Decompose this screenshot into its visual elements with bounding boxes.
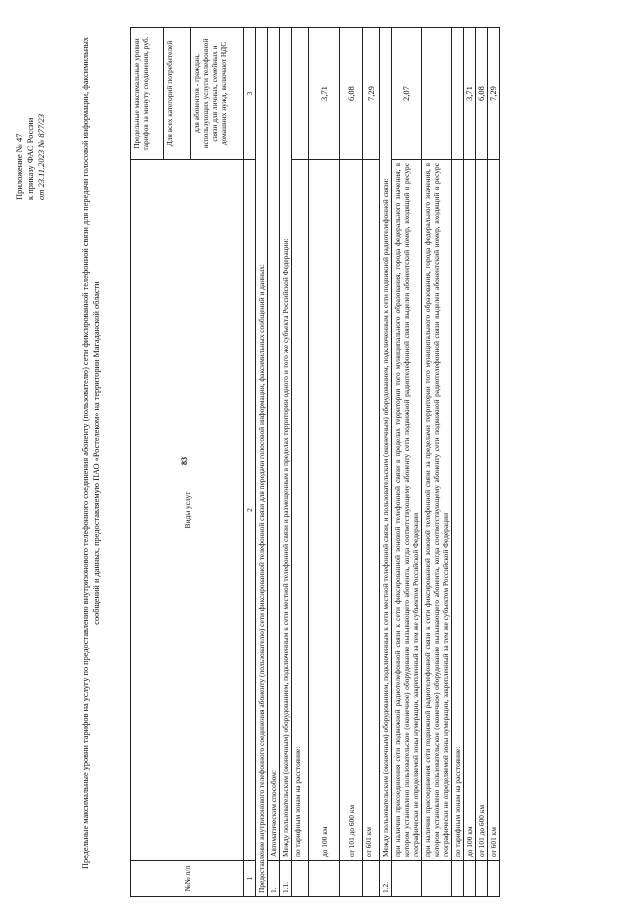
row-number-empty	[363, 861, 380, 897]
header-col-all-consumers: Для всех категорий потребителей	[164, 28, 191, 160]
table-row	[380, 28, 392, 897]
zone-value: 6,08	[340, 28, 363, 160]
tariff-label: по тарифным зонам на расстояние:	[293, 746, 302, 857]
table-row	[340, 28, 363, 897]
zone-value: 6,08	[476, 28, 488, 160]
colnum-2: 2	[244, 160, 256, 861]
zone-label: до 100 км	[464, 160, 476, 861]
row-number-empty	[309, 861, 340, 897]
table-row	[464, 28, 476, 897]
row-number-empty	[476, 861, 488, 897]
section-title: Предоставление внутризонового телефонного соединения абоненту (пользователю) сети фиксированной телефонной связи для передачи голосовой информации, факсимильных сообщений и данных:	[256, 28, 268, 897]
case-text: при наличии присоединения сети подвижной радиотелефонной связи к сети фиксированной зоновой телефонной связи за пределами территории того муниципального образования, города федерального значения, в котором установлено пользовательское (оконечное) оборудование вызывающего абонента, когда соответствующему абоненту сети подвижной радиотелефонной связи выделен абонентский номер, входящий в ресурс географически не определяемой зоны нумерации, закрепленный за тем же субъектом Российской Федерации	[422, 160, 452, 861]
row-number-empty	[488, 861, 500, 897]
zone-value: 3,71	[464, 28, 476, 160]
zone-label: от 601 км	[363, 160, 380, 861]
table-row	[309, 28, 340, 897]
zone-value: 7,29	[488, 28, 500, 160]
tariff-value-empty	[452, 28, 464, 160]
appendix-line3: от 23.11.2023 № 877/23	[36, 113, 46, 200]
appendix-line1: Приложение № 47	[14, 133, 24, 200]
table-header-row	[131, 28, 164, 897]
table-row	[452, 28, 464, 897]
case-text: при наличии присоединения сети подвижной радиотелефонной связи к сети фиксированной зоновой телефонной связи в пределах территории того муниципального образования, города федерального значения, в котором установлено пользовательское (оконечное) оборудование вызывающего абонента, когда соответствующему абоненту сети подвижной радиотелефонной связи выделен абонентский номер, входящий в ресурс географически не определяемой зоны нумерации, закрепленный за тем же субъектом Российской Федерации	[392, 160, 422, 861]
row-number: 1.2.	[380, 861, 392, 897]
document-heading: Предельные максимальные уровни тарифов на услугу по предоставлению внутризонового телефонного соединения абоненту (пользователю) сети фиксированной телефонной связи для передачи голосовой информации, факсимильных сообщений и данных, предоставляемую ПАО «Ростелеком» на территории Магаданской области	[81, 36, 101, 870]
table-row	[268, 28, 280, 897]
colnum-3: 3	[244, 28, 256, 160]
row-text: Между пользовательским (оконечным) оборудованием, подключенным к сети местной телефонной связи и размещенным в пределах территории одного и того же субъекта Российской Федерации:	[280, 28, 292, 861]
header-col-number: №№ п/п	[131, 861, 244, 897]
row-text: Автоматическим способом:	[268, 28, 280, 861]
row-number-empty	[340, 861, 363, 897]
row-number-empty	[392, 861, 422, 897]
tariff-table	[130, 27, 500, 897]
table-row	[422, 28, 452, 897]
appendix-line2: к приказу ФАС России	[25, 117, 35, 200]
case-value-empty	[422, 28, 452, 160]
table-row	[488, 28, 500, 897]
section-row	[256, 28, 268, 897]
row-number-empty	[452, 861, 464, 897]
header-col-services: Виды услуг	[131, 160, 244, 861]
table-row	[280, 28, 292, 897]
zone-value: 3,71	[309, 28, 340, 160]
row-number-empty	[292, 861, 309, 897]
row-text: Между пользовательским (оконечным) оборудованием, подключенным к сети местной телефонной связи, и пользовательским (оконечным) оборудованием, подключенным к сети подвижной радиотелефонной связи:	[380, 28, 392, 861]
tariff-zones-label: по тарифным зонам на расстояние:	[452, 160, 464, 861]
page-number: 83	[180, 457, 189, 465]
tariff-value-empty	[292, 28, 309, 160]
row-number-empty	[422, 861, 452, 897]
table-row	[363, 28, 380, 897]
zone-label: от 101 до 600 км	[476, 160, 488, 861]
row-number-empty	[464, 861, 476, 897]
case-value: 2,07	[392, 28, 422, 160]
zone-label: от 601 км	[488, 160, 500, 861]
zone-label: до 100 км	[309, 160, 340, 861]
column-number-row	[244, 28, 256, 897]
tariff-zones-label	[292, 160, 309, 861]
zone-label: от 101 до 600 км	[340, 160, 363, 861]
header-col-citizens: для абонентов - граждан, использующих услуги телефонной связи для личных, семейных и домашних нужд, включают НДС	[191, 28, 244, 160]
table-row	[392, 28, 422, 897]
zone-value: 7,29	[363, 28, 380, 160]
table-row	[476, 28, 488, 897]
row-number: 1.1.	[280, 861, 292, 897]
header-col-tariff: Предельные максимальные уровни тарифов за минуту соединения, руб.	[131, 28, 164, 160]
appendix-block	[14, 20, 47, 200]
row-number: 1.	[268, 861, 280, 897]
colnum-1: 1	[244, 861, 256, 897]
table-row	[292, 28, 309, 897]
